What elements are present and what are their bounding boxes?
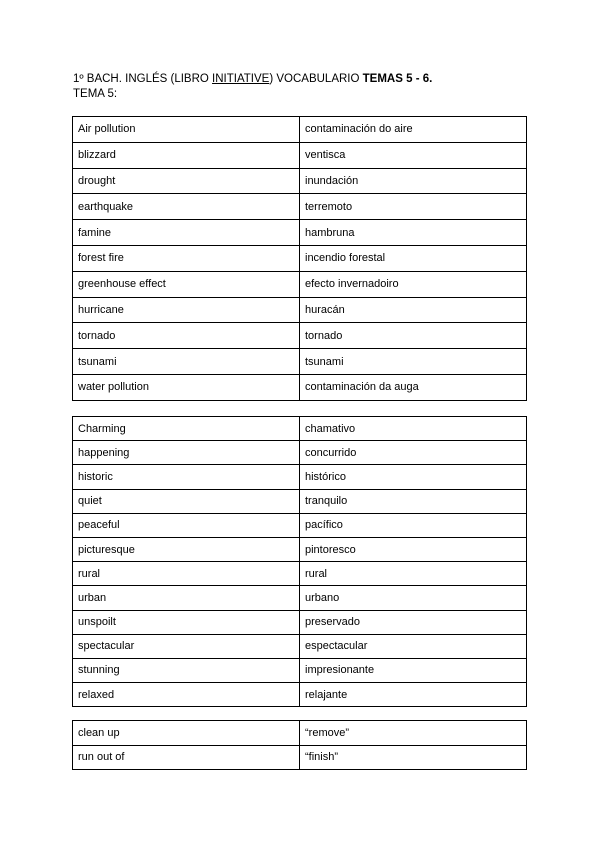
translation-cell: tsunami xyxy=(300,349,527,375)
vocab-table-places xyxy=(72,416,527,707)
table-row xyxy=(73,323,527,349)
header-title-line xyxy=(73,72,432,87)
translation-cell: relajante xyxy=(300,683,527,707)
translation-cell: hambruna xyxy=(300,220,527,246)
table-row xyxy=(73,634,527,658)
table-row xyxy=(73,194,527,220)
translation-cell: pintoresco xyxy=(300,537,527,561)
translation-cell: ventisca xyxy=(300,142,527,168)
table-row xyxy=(73,610,527,634)
english-term-cell: tsunami xyxy=(73,349,300,375)
english-term-cell: forest fire xyxy=(73,245,300,271)
title-prefix: 1º BACH. INGLÉS (LIBRO xyxy=(73,73,213,85)
title-middle: ) VOCABULARIO xyxy=(269,73,363,85)
table-row xyxy=(73,683,527,707)
english-term-cell: happening xyxy=(73,441,300,465)
english-term-cell: relaxed xyxy=(73,683,300,707)
table-row xyxy=(73,349,527,375)
translation-cell: inundación xyxy=(300,168,527,194)
table-row xyxy=(73,658,527,682)
translation-cell: tornado xyxy=(300,323,527,349)
english-term-cell: hurricane xyxy=(73,297,300,323)
translation-cell: rural xyxy=(300,562,527,586)
table-row xyxy=(73,441,527,465)
english-term-cell: unspoilt xyxy=(73,610,300,634)
translation-cell: tranquilo xyxy=(300,489,527,513)
unit-heading: TEMA 5: xyxy=(73,88,118,100)
english-term-cell: stunning xyxy=(73,658,300,682)
english-term-cell: water pollution xyxy=(73,374,300,400)
table-row xyxy=(73,245,527,271)
english-term-cell: famine xyxy=(73,220,300,246)
table-row xyxy=(73,297,527,323)
translation-cell: espectacular xyxy=(300,634,527,658)
english-term-cell: quiet xyxy=(73,489,300,513)
table-row xyxy=(73,489,527,513)
table-row xyxy=(73,586,527,610)
english-term-cell: tornado xyxy=(73,323,300,349)
translation-cell: incendio forestal xyxy=(300,245,527,271)
english-term-cell: greenhouse effect xyxy=(73,271,300,297)
translation-cell: chamativo xyxy=(300,417,527,441)
translation-cell: contaminación do aire xyxy=(300,117,527,143)
english-term-cell: blizzard xyxy=(73,142,300,168)
english-term-cell: Air pollution xyxy=(73,117,300,143)
table-row xyxy=(73,745,527,770)
table-row xyxy=(73,513,527,537)
table-row xyxy=(73,220,527,246)
book-name: INITIATIVE xyxy=(212,73,270,85)
english-term-cell: earthquake xyxy=(73,194,300,220)
table-row xyxy=(73,562,527,586)
translation-cell: urbano xyxy=(300,586,527,610)
english-term-cell: urban xyxy=(73,586,300,610)
english-term-cell: clean up xyxy=(73,721,300,746)
table-row xyxy=(73,537,527,561)
translation-cell: preservado xyxy=(300,610,527,634)
table-row xyxy=(73,117,527,143)
table-row xyxy=(73,721,527,746)
english-term-cell: rural xyxy=(73,562,300,586)
table-row xyxy=(73,465,527,489)
table-row xyxy=(73,374,527,400)
vocab-table-phrasal-verbs xyxy=(72,720,527,770)
translation-cell: concurrido xyxy=(300,441,527,465)
english-term-cell: drought xyxy=(73,168,300,194)
table-row xyxy=(73,271,527,297)
translation-cell: efecto invernadoiro xyxy=(300,271,527,297)
english-term-cell: spectacular xyxy=(73,634,300,658)
table-row xyxy=(73,168,527,194)
english-term-cell: historic xyxy=(73,465,300,489)
english-term-cell: picturesque xyxy=(73,537,300,561)
translation-cell: “finish” xyxy=(300,745,527,770)
english-term-cell: Charming xyxy=(73,417,300,441)
english-term-cell: peaceful xyxy=(73,513,300,537)
table-row xyxy=(73,417,527,441)
translation-cell: terremoto xyxy=(300,194,527,220)
english-term-cell: run out of xyxy=(73,745,300,770)
table-row xyxy=(73,142,527,168)
translation-cell: histórico xyxy=(300,465,527,489)
translation-cell: pacífico xyxy=(300,513,527,537)
vocab-table-environment xyxy=(72,116,527,401)
title-units: TEMAS 5 - 6. xyxy=(362,73,433,85)
translation-cell: impresionante xyxy=(300,658,527,682)
document-header xyxy=(73,72,432,102)
translation-cell: huracán xyxy=(300,297,527,323)
translation-cell: contaminación da auga xyxy=(300,374,527,400)
translation-cell: “remove” xyxy=(300,721,527,746)
